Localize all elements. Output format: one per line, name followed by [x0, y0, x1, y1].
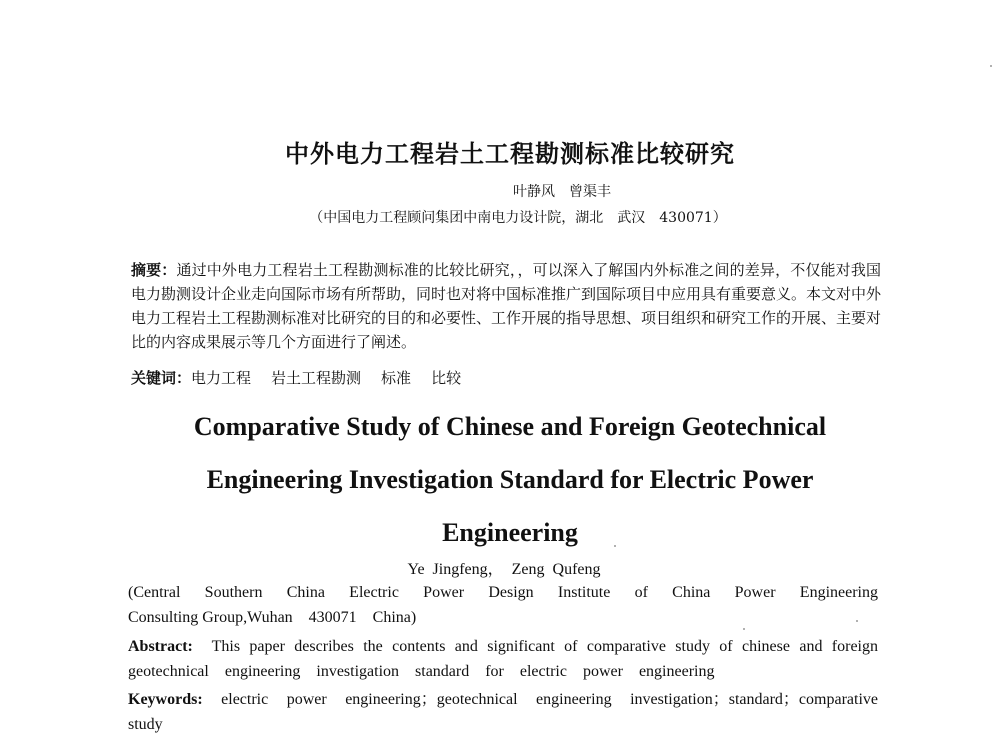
abstract-zh-text: 通过中外电力工程岩土工程勘测标准的比较比研究，，可以深入了解国内外标准之间的差异，不仅能对我国电力勘测设计企业走向国际市场有所帮助，同时也对将中国标准推广到国际项目中应用具有重要意义。本文对中外电力工程岩土工程勘测标准对比研究的目的和必要性、工作开展的指导思想、项目组织和研究工作的开展、主要对比的内容成果展示等几个方面进行了阐述。	[131, 261, 882, 351]
keyword-zh: 比较	[431, 369, 462, 387]
affiliation-en	[128, 580, 878, 630]
abstract-en-label: Abstract:	[128, 638, 193, 655]
abstract-en-text: This paper describes the contents and significant of comparative study of chinese and foreign	[211, 638, 879, 655]
abstract-zh-label: 摘要：	[131, 261, 177, 279]
scan-speck	[743, 628, 745, 630]
abstract-en-line: geotechnical engineering investigation standard for electric power engineering	[128, 663, 715, 680]
scan-speck	[856, 620, 858, 622]
scan-speck	[614, 545, 616, 547]
abstract-en	[128, 634, 878, 684]
abstract-en-line	[128, 634, 878, 659]
keyword-zh: 电力工程	[191, 369, 252, 387]
keywords-zh-label: 关键词：	[131, 369, 192, 387]
affiliation-zh: （中国电力工程顾问集团中南电力设计院，湖北 武汉 430071）	[309, 210, 727, 226]
keywords-en-line	[128, 687, 878, 712]
affiliation-en-line: Consulting Group,Wuhan 430071 China)	[128, 609, 417, 626]
abstract-zh	[131, 258, 881, 354]
keywords-en-line: study	[128, 716, 163, 733]
keywords-zh	[131, 366, 481, 390]
scan-speck	[990, 65, 992, 67]
paper-title-zh: 中外电力工程岩土工程勘测标准比较研究	[285, 139, 735, 168]
authors-zh: 叶静风 曾渠丰	[513, 184, 611, 200]
affiliation-en-line: (Central Southern China Electric Power Design Institute of China Power Engineering	[128, 584, 878, 601]
keywords-en	[128, 687, 878, 737]
keyword-zh: 岩土工程勘测	[271, 369, 362, 387]
authors-en: Ye Jingfeng， Zeng Qufeng	[407, 561, 601, 578]
keywords-en-text: electric power engineering；geotechnical engineering investigation；standard；comparative	[221, 691, 878, 708]
keywords-en-label: Keywords:	[128, 691, 203, 708]
paper-title-en: Comparative Study of Chinese and Foreign Geotechnical Engineering Investigation Standard for Electric Power Engineering	[193, 412, 827, 547]
keyword-zh: 标准	[381, 369, 412, 387]
